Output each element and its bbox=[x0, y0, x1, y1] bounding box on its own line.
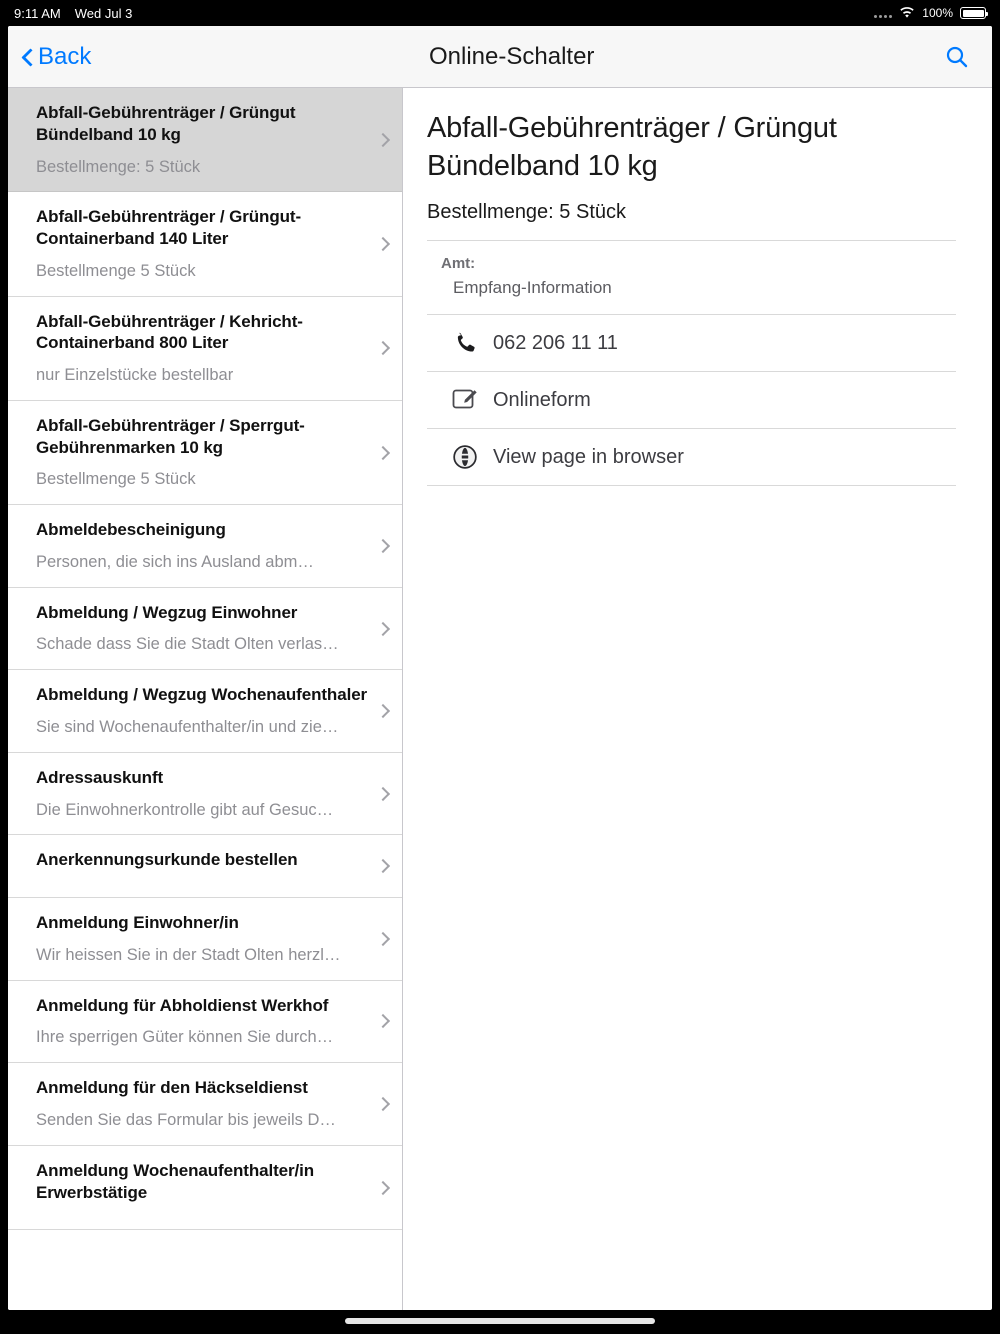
wifi-icon bbox=[899, 7, 915, 19]
page-title: Online-Schalter bbox=[429, 42, 595, 70]
detail-amt-value: Empfang-Information bbox=[453, 278, 612, 298]
list-item-title: Abmeldebescheinigung bbox=[36, 520, 226, 540]
battery-icon bbox=[960, 7, 986, 19]
chevron-right-icon bbox=[378, 343, 388, 353]
list-item-subtitle: Die Einwohnerkontrolle gibt auf Gesuc… bbox=[36, 800, 334, 819]
list-item[interactable] bbox=[8, 835, 402, 898]
home-indicator[interactable] bbox=[345, 1318, 655, 1324]
list-item-title: Abfall-Gebührenträger / Grüngut Bündelband 10 kg bbox=[36, 103, 296, 144]
detail-action-phone-label: 062 206 11 11 bbox=[493, 331, 618, 354]
back-button-label: Back bbox=[38, 42, 92, 70]
app-screen bbox=[8, 26, 992, 1310]
navigation-bar-left bbox=[8, 43, 403, 71]
detail-pane bbox=[403, 88, 992, 1310]
list-item-subtitle: Personen, die sich ins Ausland abm… bbox=[36, 552, 314, 571]
list-item-title: Abfall-Gebührenträger / Sperrgut-Gebührenmarken 10 kg bbox=[36, 415, 305, 457]
list-item-subtitle: nur Einzelstücke bestellbar bbox=[36, 366, 234, 385]
list-item-title: Anmeldung Wochenaufenthalter/in Erwerbstätige bbox=[36, 1160, 315, 1202]
chevron-right-icon bbox=[378, 541, 388, 551]
status-bar bbox=[0, 0, 1000, 26]
list-item-subtitle: Bestellmenge: 5 Stück bbox=[36, 157, 201, 176]
content-split bbox=[8, 88, 992, 1310]
list-item[interactable] bbox=[8, 88, 402, 192]
navigation-bar bbox=[8, 26, 992, 88]
list-item[interactable] bbox=[8, 588, 402, 671]
status-time: 9:11 AM bbox=[14, 5, 61, 21]
chevron-right-icon bbox=[378, 789, 388, 799]
list-item-title: Anmeldung für Abholdienst Werkhof bbox=[36, 995, 329, 1015]
status-date: Wed Jul 3 bbox=[74, 5, 133, 21]
list-item-title: Abmeldung / Wegzug Wochenaufenthaler bbox=[36, 685, 368, 705]
list-item-subtitle: Wir heissen Sie in der Stadt Olten herzl… bbox=[36, 945, 341, 964]
list-item[interactable] bbox=[8, 1146, 402, 1231]
detail-order-quantity: Bestellmenge: 5 Stück bbox=[427, 201, 956, 241]
list-item-title: Abfall-Gebührenträger / Kehricht-Containerband 800 Liter bbox=[36, 311, 303, 353]
detail-action-view-in-browser[interactable] bbox=[427, 429, 956, 486]
detail-action-view-in-browser-label: View page in browser bbox=[493, 445, 684, 468]
list-item-title: Abmeldung / Wegzug Einwohner bbox=[36, 602, 298, 622]
list-item-subtitle: Senden Sie das Formular bis jeweils D… bbox=[36, 1110, 336, 1129]
list-item-subtitle: Sie sind Wochenaufenthalter/in und zie… bbox=[36, 718, 339, 737]
list-item[interactable] bbox=[8, 1063, 402, 1146]
list-item[interactable] bbox=[8, 670, 402, 753]
chevron-right-icon bbox=[378, 934, 388, 944]
detail-action-onlineform-label: Onlineform bbox=[493, 388, 591, 411]
list-item-title: Adressauskunft bbox=[36, 767, 164, 787]
chevron-right-icon bbox=[378, 1099, 388, 1109]
chevron-right-icon bbox=[378, 861, 388, 871]
list-item-subtitle: Schade dass Sie die Stadt Olten verlas… bbox=[36, 635, 339, 654]
chevron-left-icon bbox=[22, 47, 34, 67]
form-edit-icon bbox=[427, 387, 493, 413]
chevron-right-icon bbox=[378, 239, 388, 249]
list-item-title: Abfall-Gebührenträger / Grüngut-Containerband 140 Liter bbox=[36, 207, 302, 249]
detail-action-onlineform[interactable] bbox=[427, 372, 956, 429]
navigation-bar-right bbox=[403, 43, 992, 71]
chevron-right-icon bbox=[378, 135, 388, 145]
chevron-right-icon bbox=[378, 448, 388, 458]
list-item-title: Anerkennungsurkunde bestellen bbox=[36, 850, 298, 870]
chevron-right-icon bbox=[378, 624, 388, 634]
detail-heading: Abfall-Gebührenträger / Grüngut Bündelband 10 kg bbox=[427, 112, 837, 182]
list-item-title: Anmeldung für den Häckseldienst bbox=[36, 1078, 308, 1098]
chevron-right-icon bbox=[378, 706, 388, 716]
detail-amt-block bbox=[427, 241, 956, 315]
chevron-right-icon bbox=[378, 1016, 388, 1026]
service-list[interactable] bbox=[8, 88, 403, 1310]
signal-dots-icon bbox=[874, 8, 892, 18]
list-item[interactable] bbox=[8, 898, 402, 981]
status-bar-right bbox=[874, 6, 986, 20]
battery-percent: 100% bbox=[922, 6, 953, 20]
chevron-right-icon bbox=[378, 1183, 388, 1193]
list-item[interactable] bbox=[8, 297, 402, 401]
status-bar-left bbox=[14, 6, 132, 21]
detail-amt-label: Amt: bbox=[441, 255, 476, 273]
list-item-subtitle: Bestellmenge 5 Stück bbox=[36, 261, 196, 280]
phone-icon bbox=[427, 330, 493, 356]
list-item[interactable] bbox=[8, 401, 402, 505]
list-item-subtitle: Bestellmenge 5 Stück bbox=[36, 470, 196, 489]
list-item-subtitle: Ihre sperrigen Güter können Sie durch… bbox=[36, 1028, 334, 1047]
list-item[interactable] bbox=[8, 753, 402, 836]
globe-icon bbox=[427, 444, 493, 470]
detail-action-phone[interactable] bbox=[427, 315, 956, 372]
list-item-title: Anmeldung Einwohner/in bbox=[36, 913, 239, 933]
list-item[interactable] bbox=[8, 981, 402, 1064]
search-icon[interactable] bbox=[944, 44, 970, 70]
list-item[interactable] bbox=[8, 192, 402, 296]
list-item[interactable] bbox=[8, 505, 402, 588]
back-button[interactable] bbox=[22, 43, 91, 71]
